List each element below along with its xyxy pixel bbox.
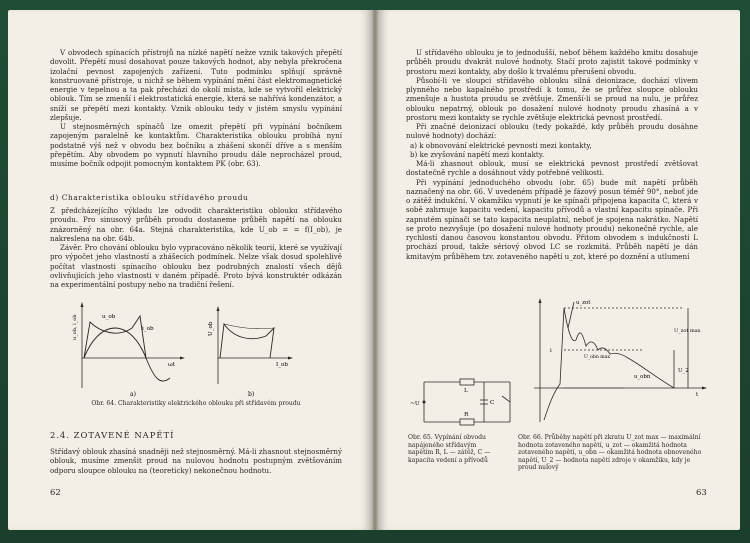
fig66-label-uzot: u_zot — [576, 300, 591, 306]
fig64a-current-curve — [84, 328, 170, 381]
left-body-bottom — [50, 447, 342, 475]
fig66-recovery-curve — [544, 308, 674, 420]
fig66-y-arrow — [539, 298, 542, 303]
fig64b-x-arrow — [288, 357, 293, 360]
fig66-label-u2: U_2 — [678, 368, 689, 374]
fig64a-label-iob: i_ob — [142, 326, 154, 332]
fig65-label-L: L — [464, 388, 468, 394]
fig64b-curve-upper — [220, 324, 274, 358]
right-paragraph-3: Při značné deionizaci oblouku (tedy pokaždé, kdy průběh proudu dosáhne nulové hodnoty) dochází: — [406, 122, 698, 141]
fig65-source-dot — [423, 401, 426, 404]
right-page — [378, 10, 740, 530]
left-paragraph-3: Z předcházejícího výkladu lze odvodit charakteristiku oblouku střídavého proudu. Pro sinusový průběh proudu dostaneme průběh napětí na oblouku znázorněný na obr. 64a. Stejná charakteristika, kde U_ob = = f(I_ob), je nakreslena na obr. 64b. — [50, 206, 342, 243]
fig65-inductor — [460, 379, 474, 385]
fig64a-x-arrow — [180, 357, 185, 360]
figure-64 — [70, 298, 300, 398]
right-paragraph-4: Má-li zhasnout oblouk, musí se elektrická pevnost prostředí zvětšovat dostatečně rychle a dosáhnout vždy potřebné velikosti. — [406, 159, 698, 178]
fig65-switch — [502, 396, 510, 402]
left-body-top — [50, 48, 342, 168]
fig64b-y-arrow — [217, 306, 220, 311]
fig65-label-u: ~U — [410, 401, 420, 407]
left-paragraph-5: Střídavý oblouk zhasíná snadněji než stejnosměrný. Má-li zhasnout stejnosměrný oblouk, musíme zmenšit proud na nulovou hodnotu postupným zvětšováním odporu sloupce oblouku na (teoreticky) nekonečnou hodnotu. — [50, 447, 342, 475]
fig65-label-R: R — [464, 412, 469, 418]
fig66-label-uobn: u_obn — [634, 374, 651, 380]
left-paragraph-2: U stejnosměrných spínačů lze omezit přepětí při vypínání bočníkem zapojeným paralelně ke kontaktům. Charakteristika oblouku probíhá nyní podstatně výš než v obvodu bez bočníku a zhášení skončí dříve a s menším přepětím. Aby obvodem po vypnutí hlavního proudu dále neprocházel proud, musíme bočník odpojit pomocným kontaktem PK (obr. 63). — [50, 122, 342, 168]
left-paragraph-1: V obvodech spínacích přístrojů na nízké napětí nežze vznik takových přepětí dovolit. Přepětí musí dosahovat pouze takových hodnot, aby nebyla překročena izolační pevnost zapojených zařízení. Tuto podmínku splňují správně konstruované přístroje, u nichž se během vypínání mění část elektromagnetické energie v tepelnou a ta pak přechází do okolí místa, kde se vytvořil elektrický oblouk. Tím se zmenší i elektrostatická energie, která se nahřívá kondenzátor, a sníží se přepětí mezi kontakty. Vznik oblouku tedy v jistém smyslu vypínání zlepšuje. — [50, 48, 342, 122]
left-page-number: 62 — [50, 488, 61, 498]
fig65-caption: Obr. 65. Vypínání obvodu napájeného střídavým napětím R, L — zátěž, C — kapacita vedení a přívodů — [408, 434, 491, 464]
fig64a-label-y: u_ob, i_ob — [72, 314, 78, 340]
right-body-top — [406, 48, 698, 261]
fig64a-voltage-curve — [84, 316, 146, 358]
fig66-uzot-pointer — [568, 302, 574, 328]
fig66-label-uobnmax: U_obn max — [584, 355, 610, 360]
fig66-label-t: t — [696, 392, 699, 398]
left-page — [8, 10, 372, 530]
fig64b-panel: b) — [248, 391, 255, 398]
fig64b-curve-return — [224, 324, 274, 329]
figure-66 — [524, 292, 710, 432]
fig64-caption: Obr. 64. Charakteristiky elektrického oblouku při střídavém proudu — [91, 400, 301, 407]
fig64a-label-x: ωt — [168, 362, 176, 368]
fig65-label-C: C — [490, 400, 495, 406]
fig65-resistor — [460, 419, 474, 425]
right-list-item-b: b) ke zvyšování napětí mezi kontakty. — [410, 149, 545, 159]
fig66-label-uzotmax: U_zot max — [674, 328, 701, 334]
left-paragraph-4: Závěr. Pro chování oblouku bylo vypracováno několik teorií, které se využívají pro výpočet jeho vlastností a zhášecích podmínek. Nelze však dosud spolehlivě počítat vlastnosti spínacího oblouku bez podrobných znalostí všech dějů ovlivňujících jeho vlastnosti v daném případě. Proto bývá konstruktér odkázán na experimentální postupy nebo na tradiční řešení. — [50, 243, 342, 289]
right-page-number: 63 — [696, 488, 707, 498]
fig64a-label-uob: u_ob — [102, 314, 116, 320]
fig66-caption: Obr. 66. Průběhy napětí při zkratu U_zot max — maximální hodnota zotaveného napětí, u_zot — okamžitá hodnota zotaveného napětí, u_obn — okamžitá hodnota obnoveného napětí, U_2 — hodnota napětí zdroje v okamžiku, kdy je proud nulový — [518, 434, 702, 472]
fig64a-panel: a) — [130, 391, 136, 398]
right-paragraph-1: U střídavého oblouku je to jednodušší, neboť během každého kmitu dosahuje průběh proudu dvakrát nulové hodnoty. Stačí proto zajistit takové podmínky v prostoru mezi kontakty, aby došlo k trvalému přerušení obvodu. — [406, 48, 698, 76]
section-24-heading: 2.4. ZOTAVENÉ NAPĚTÍ — [50, 430, 175, 440]
fig64a-y-arrow — [81, 302, 84, 307]
fig64b-label-y: U_ob — [208, 321, 214, 336]
left-body-mid — [50, 206, 342, 289]
fig64b-label-x: I_ob — [276, 362, 288, 368]
right-list-item-a: a) k obnovování elektrické pevnosti mezi kontakty, — [410, 140, 592, 150]
fig66-label-i: i — [550, 348, 552, 354]
section-d-heading: d) Charakteristika oblouku střídavého proudu — [50, 193, 249, 202]
figure-65 — [410, 374, 522, 430]
right-paragraph-5: Při vypínání jednoduchého obvodu (obr. 65) bude mít napětí průběh naznačený na obr. 66. V uvedeném případě je fázový posun téměř 90°, neboť jde o zátěž indukční. V okamžiku vypnutí je ke spínači připojena kapacita C, která v sobě zahrnuje kapacitu vedení, kapacitu přívodů a vlastní kapacitu spínače. Při zapnutém spínači se tato kapacita neuplatní, neboť je spojena nakrátko. Napětí se proto nezvyšuje (po dosažení nulové hodnoty proudu) nekonečně rychle, ale rychlostí danou časovou konstantou obvodu. Přitom obvodem s indukčností L prochází proud, takže sériový obvod LC se rozkmitá. Průběh napětí je dán kmitavým průběhem tzv. zotaveného napětí u_zot, které po doznění a utlumení — [406, 177, 698, 261]
right-paragraph-2: Působí-li ve sloupci střídavého oblouku silná deionizace, dochází vlivem plynného nebo kapalného prostředí k tomu, že se průřez sloupce oblouku zmenšuje a hustota proudu se zvětšuje. Zmenší-li se proud na nulu, je průřez oblouku nepatrný, oblouk po dosažení nulové hodnoty proudu zhasíná a v prostoru mezi kontakty se rychle zvětšuje elektrická pevnost prostředí. — [406, 75, 698, 122]
fig66-x-arrow — [702, 387, 707, 390]
